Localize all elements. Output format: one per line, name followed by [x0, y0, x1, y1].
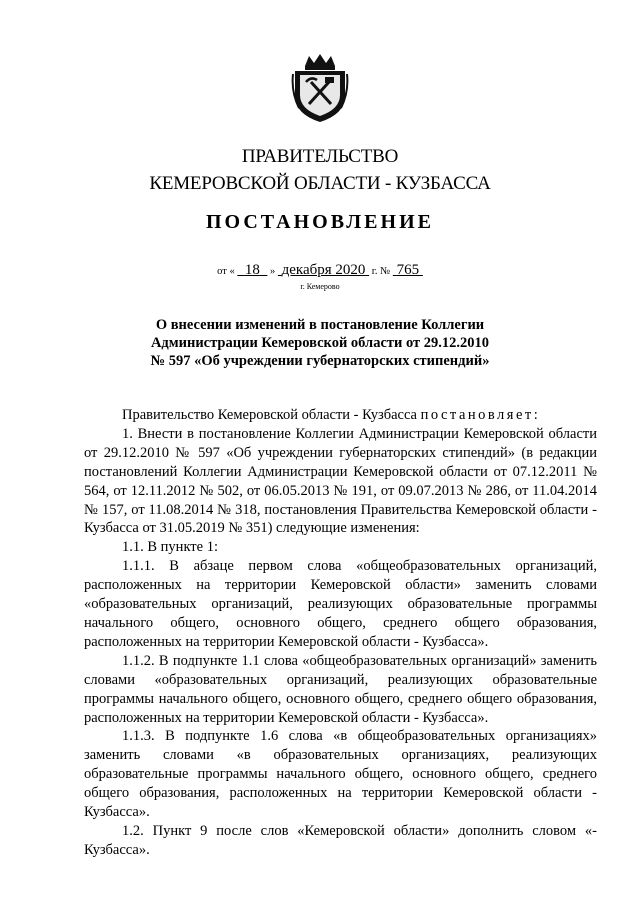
- document-number: [393, 262, 423, 278]
- title-line3: № 597 «Об учреждении губернаторских стипендий»: [150, 353, 490, 369]
- government-name-line1: ПРАВИТЕЛЬСТВО: [241, 146, 399, 167]
- document-body: [84, 406, 597, 860]
- date-prefix: от: [217, 266, 227, 277]
- date-month-year-value: декабря 2020: [281, 262, 366, 278]
- paragraph-1-1-3: 1.1.3. В подпункте 1.6 слова «в общеобразовательных организациях» заменить словами «в образовательных организациях, реализующих образовательные программы начального общего, основного общего, среднего общего образования, расположенных на территории Кемеровской области - Кузбасса».: [84, 728, 597, 821]
- paragraph-1-1-1: 1.1.1. В абзаце первом слова «общеобразовательных организаций, расположенных на территории Кемеровской области» заменить словами «образовательных организаций, реализующих образовательные программы начального общего, основного общего, среднего общего образования, расположенных на территории Кемеровской области - Кузбасса».: [84, 558, 597, 650]
- paragraph-1: 1. Внести в постановление Коллегии Администрации Кемеровской области от 29.12.2010 № 597 «Об учреждении губернаторских стипендий» (в редакции постановлений Коллегии Администрации Кемеровской области от 07.12.2011 № 564, от 12.11.2012 № 502, от 06.05.2013 № 191, от 09.07.2013 № 286, от 11.04.2014 № 157, от 11.08.2014 № 318, постановления Правительства Кемеровской области - Кузбасса от 31.05.2019 № 351) следующие изменения:: [84, 425, 597, 537]
- preamble-text: Правительство Кемеровской области - Кузбасса: [122, 407, 417, 423]
- document-type-heading: ПОСТАНОВЛЕНИЕ: [206, 211, 434, 233]
- quote-open: «: [229, 266, 235, 277]
- paragraph-1-1-2: 1.1.2. В подпункте 1.1 слова «общеобразовательных организаций» заменить словами «образовательных организаций, реализующих образовательные программы начального общего, основного общего, среднего общего образования, расположенных на территории Кемеровской области - Кузбасса».: [84, 652, 597, 726]
- year-suffix: г.: [371, 266, 378, 277]
- title-line1: О внесении изменений в постановление Коллегии: [155, 317, 485, 333]
- document-title: [120, 316, 520, 370]
- coat-of-arms-icon: [291, 52, 349, 124]
- preamble-resolves: постановляет:: [420, 407, 541, 423]
- document-number-value: 765: [396, 262, 420, 278]
- date-month-year: [278, 262, 369, 278]
- preamble: [84, 406, 597, 425]
- date-number-line: [0, 262, 640, 279]
- paragraph-1-1: 1.1. В пункте 1:: [122, 539, 218, 556]
- date-day: [237, 262, 267, 278]
- number-sign: №: [380, 266, 391, 277]
- title-line2: Администрации Кемеровской области от 29.12.2010: [150, 335, 490, 351]
- quote-close: »: [270, 266, 276, 277]
- government-name-line2: КЕМЕРОВСКОЙ ОБЛАСТИ - КУЗБАССА: [149, 173, 491, 194]
- city-name: г. Кемерово: [300, 282, 340, 291]
- date-day-value: 18: [244, 262, 260, 278]
- paragraph-1-2: 1.2. Пункт 9 после слов «Кемеровской области» дополнить словом «- Кузбасса».: [84, 822, 597, 858]
